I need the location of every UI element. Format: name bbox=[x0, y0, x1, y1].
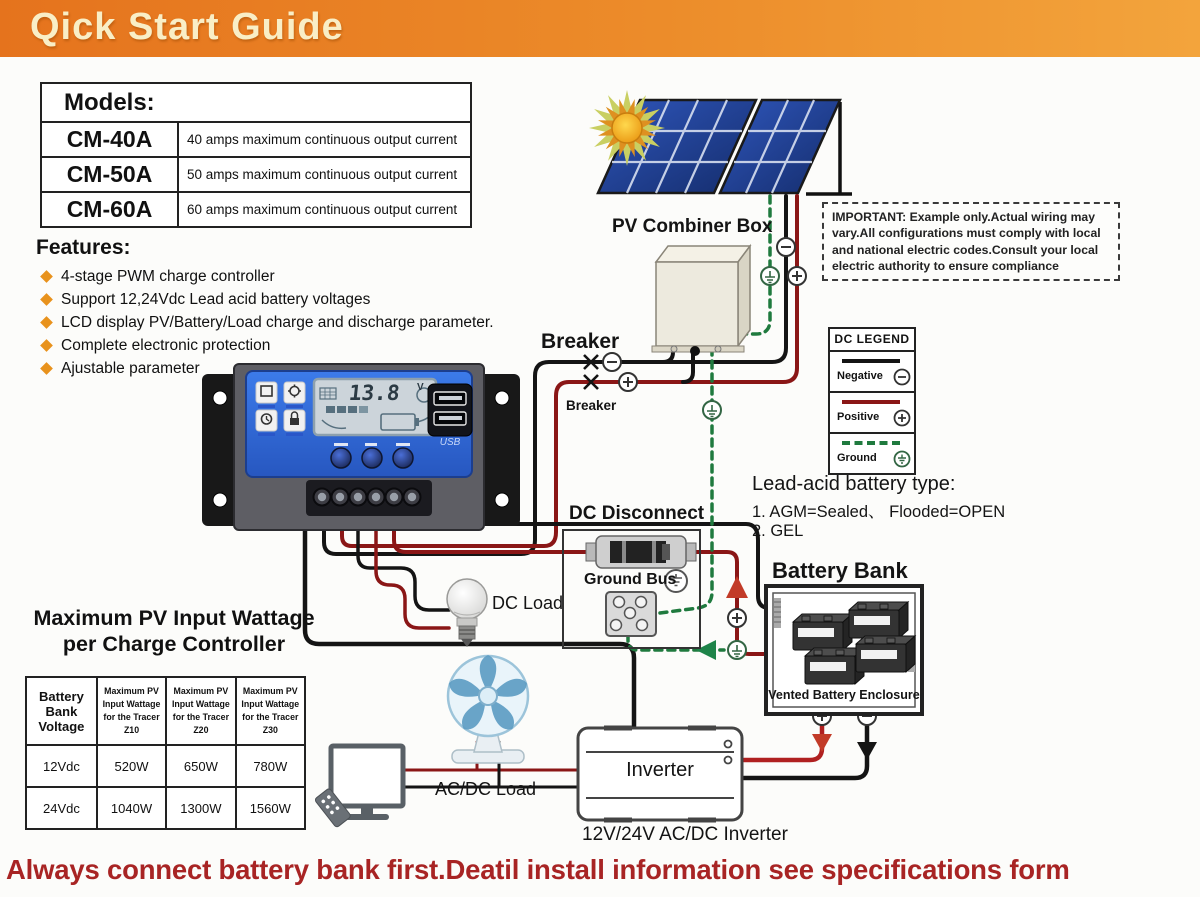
red-down-arrow-icon bbox=[812, 734, 832, 752]
table-cell: 1560W bbox=[236, 787, 305, 829]
acdc-load-label: AC/DC Load bbox=[435, 779, 537, 799]
feature-text: LCD display PV/Battery/Load charge and discharge parameter. bbox=[61, 314, 494, 331]
pv-combiner-label: PV Combiner Box bbox=[612, 216, 773, 237]
ground-line-sample bbox=[842, 441, 900, 445]
controller-voltage-readout: 13.8 bbox=[347, 381, 401, 405]
column-header: Maximum PV Input Wattage for the Tracer Z10 bbox=[97, 677, 166, 745]
column-header: Maximum PV Input Wattage for the Tracer Z20 bbox=[166, 677, 235, 745]
diamond-bullet-icon bbox=[40, 270, 53, 283]
battery-type-title: Lead-acid battery type: bbox=[752, 473, 956, 495]
dc-disconnect-box bbox=[563, 530, 700, 648]
battery-icon bbox=[849, 602, 908, 638]
page-title: Qick Start Guide bbox=[30, 6, 344, 48]
battery-type-line2: 2. GEL bbox=[752, 522, 804, 540]
diamond-bullet-icon bbox=[40, 362, 53, 375]
plus-circle-icon bbox=[728, 609, 746, 627]
column-header: Maximum PV Input Wattage for the Tracer Z30 bbox=[236, 677, 305, 745]
ground-bus-label: Ground Bus bbox=[584, 571, 677, 588]
dc-legend bbox=[828, 327, 916, 475]
terminal-strip bbox=[306, 480, 432, 516]
minus-circle-icon bbox=[603, 353, 621, 371]
battery-icon bbox=[793, 614, 852, 650]
features-title: Features: bbox=[36, 236, 131, 259]
battery-icon bbox=[856, 636, 915, 672]
table-row bbox=[26, 745, 305, 787]
table-cell: 520W bbox=[97, 745, 166, 787]
breaker-label-small: Breaker bbox=[566, 398, 617, 413]
feature-text: 4-stage PWM charge controller bbox=[61, 268, 275, 285]
feature-text: Support 12,24Vdc Lead acid battery voltages bbox=[61, 291, 371, 308]
ground-circle-icon bbox=[893, 450, 911, 468]
wire-batterybank-negative bbox=[744, 726, 867, 778]
table-cell: 780W bbox=[236, 745, 305, 787]
black-down-arrow-icon bbox=[857, 742, 877, 760]
column-header: Battery Bank Voltage bbox=[26, 677, 97, 745]
list-item bbox=[36, 360, 536, 378]
ground-circle-icon bbox=[703, 401, 721, 419]
pv-combiner-box bbox=[652, 246, 750, 356]
voltage-unit: V bbox=[417, 382, 424, 393]
fuse-holder bbox=[586, 536, 696, 568]
wire-batterybank-positive bbox=[744, 726, 822, 760]
model-name: CM-50A bbox=[42, 158, 179, 191]
negative-line-sample bbox=[842, 359, 900, 363]
legend-label: Ground bbox=[837, 452, 877, 464]
table-row bbox=[42, 193, 470, 226]
legend-row-positive bbox=[830, 393, 914, 434]
plus-circle-icon bbox=[788, 267, 806, 285]
battery-icon bbox=[805, 648, 864, 684]
positive-line-sample bbox=[842, 400, 900, 404]
red-up-arrow-icon bbox=[726, 576, 748, 598]
model-name: CM-60A bbox=[42, 193, 179, 226]
wattage-table-title-line2: per Charge Controller bbox=[62, 632, 286, 656]
legend-row-negative bbox=[830, 352, 914, 393]
ground-circle-icon bbox=[761, 267, 779, 285]
table-header-row bbox=[26, 677, 305, 745]
list-item bbox=[36, 314, 536, 332]
header-banner bbox=[0, 0, 1200, 57]
battery-bank-title: Battery Bank bbox=[772, 558, 908, 583]
models-table-title: Models: bbox=[42, 84, 470, 123]
diamond-bullet-icon bbox=[40, 339, 53, 352]
battery-type-line1: 1. AGM=Sealed、 Flooded=OPEN bbox=[752, 503, 1006, 521]
list-item bbox=[36, 268, 536, 286]
minus-circle-icon bbox=[777, 238, 795, 256]
table-cell: 12Vdc bbox=[26, 745, 97, 787]
solar-panel-array bbox=[589, 90, 852, 194]
inverter-label: Inverter bbox=[626, 759, 694, 781]
model-desc: 50 amps maximum continuous output current bbox=[187, 167, 458, 182]
usb-label: USB bbox=[439, 437, 461, 448]
legend-label: Negative bbox=[837, 370, 883, 382]
model-name: CM-40A bbox=[42, 123, 179, 156]
table-cell: 1300W bbox=[166, 787, 235, 829]
diamond-bullet-icon bbox=[40, 293, 53, 306]
minus-circle-icon bbox=[893, 368, 911, 386]
dc-load-label: DC Load bbox=[492, 593, 564, 613]
important-note: IMPORTANT: Example only.Actual wiring may vary.All configurations must comply with local and national electric codes.Consult your local electric authority to ensure compliance bbox=[822, 202, 1120, 281]
table-cell: 650W bbox=[166, 745, 235, 787]
vented-enclosure-label: Vented Battery Enclosure bbox=[768, 688, 920, 702]
features-list bbox=[36, 236, 536, 383]
dc-legend-title: DC LEGEND bbox=[830, 329, 914, 352]
ground-circle-icon bbox=[728, 641, 746, 659]
plus-circle-icon bbox=[619, 373, 637, 391]
usb-ports bbox=[428, 384, 472, 436]
table-row bbox=[42, 123, 470, 158]
model-desc: 40 amps maximum continuous output current bbox=[187, 132, 458, 147]
models-table bbox=[40, 82, 472, 228]
tv-icon bbox=[314, 746, 403, 828]
ground-bus-bar bbox=[606, 592, 656, 636]
legend-row-ground bbox=[830, 434, 914, 473]
dc-disconnect-label: DC Disconnect bbox=[569, 503, 705, 524]
table-cell: 24Vdc bbox=[26, 787, 97, 829]
list-item bbox=[36, 337, 536, 355]
table-cell: 1040W bbox=[97, 787, 166, 829]
breaker-label-large: Breaker bbox=[541, 330, 620, 353]
wattage-table bbox=[25, 676, 306, 830]
model-desc: 60 amps maximum continuous output current bbox=[187, 202, 458, 217]
list-item bbox=[36, 291, 536, 309]
plus-circle-icon bbox=[893, 409, 911, 427]
wattage-table-title-line1: Maximum PV Input Wattage bbox=[33, 606, 315, 630]
feature-text: Complete electronic protection bbox=[61, 337, 271, 354]
legend-label: Positive bbox=[837, 411, 880, 423]
diamond-bullet-icon bbox=[40, 316, 53, 329]
footer-warning: Always connect battery bank first.Deatil install information see specifications form bbox=[6, 854, 1070, 885]
table-row bbox=[26, 787, 305, 829]
fan-icon bbox=[446, 655, 529, 763]
feature-text: Ajustable parameter bbox=[61, 360, 200, 377]
inverter-caption: 12V/24V AC/DC Inverter bbox=[582, 824, 788, 845]
lightbulb-icon bbox=[447, 579, 487, 647]
table-row bbox=[42, 158, 470, 193]
